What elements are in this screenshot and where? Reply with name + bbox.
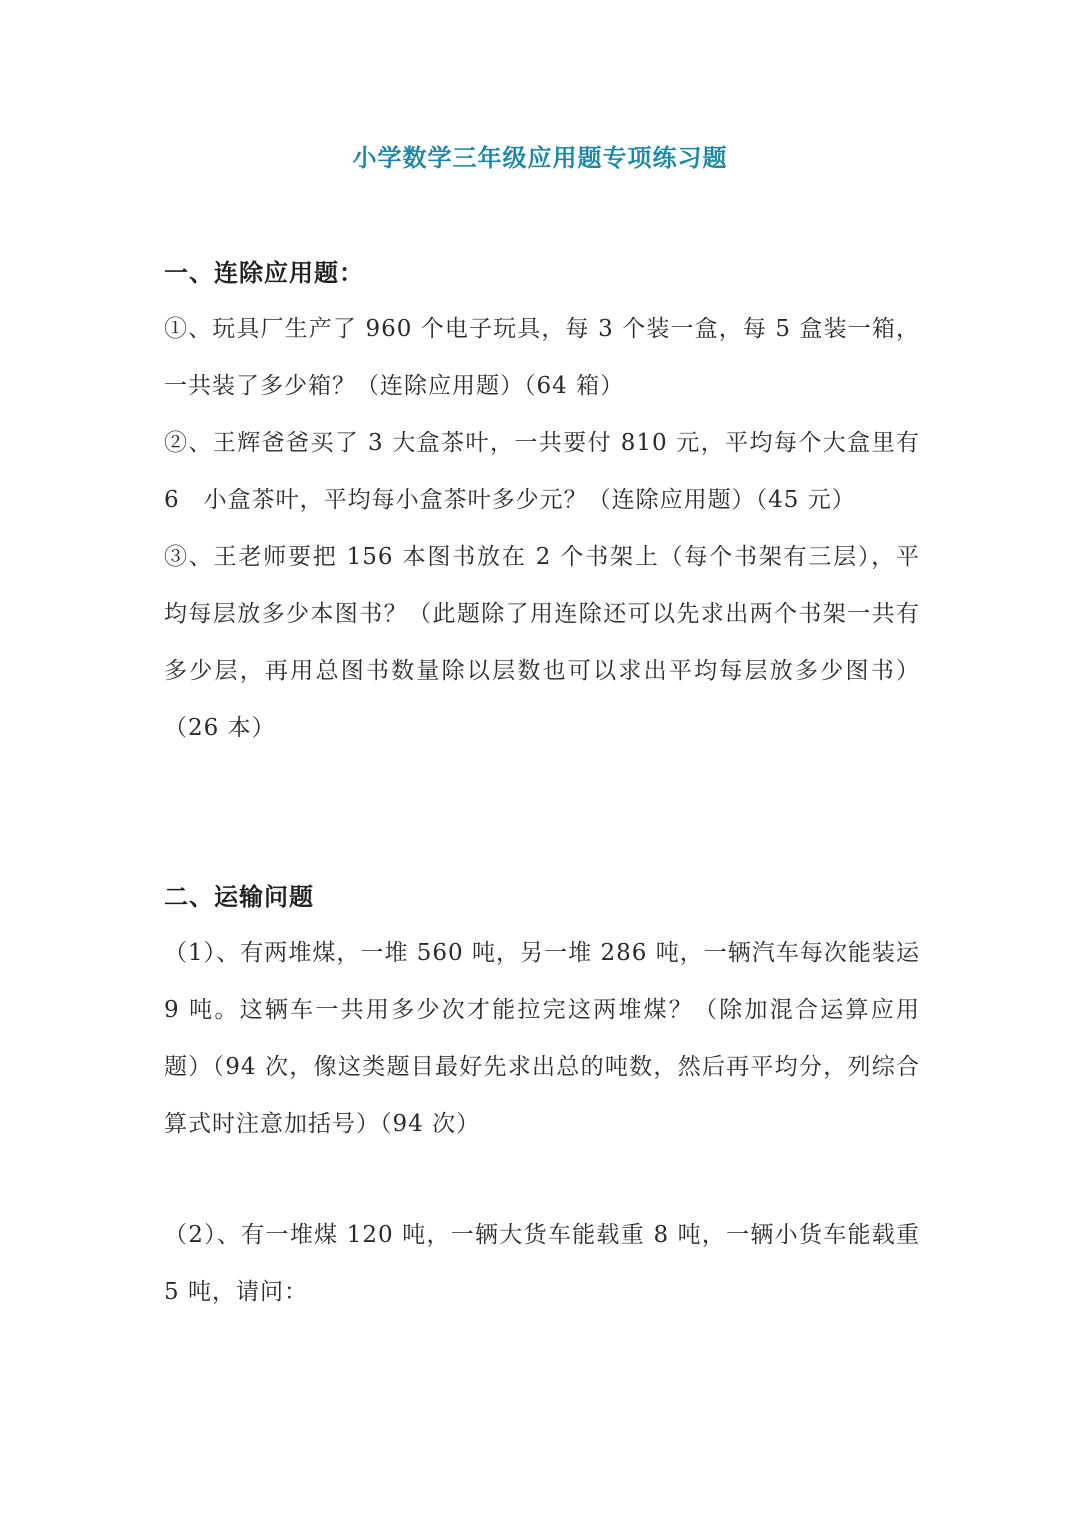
question-3: ③、王老师要把 156 本图书放在 2 个书架上（每个书架有三层），平均每层放多少本图书？（此题除了用连除还可以先求出两个书架一共有多少层，再用总图书数量除以层数也可以求出平均每层放多少图书）（26 本） [164,544,920,741]
question-1: ①、玩具厂生产了 960 个电子玩具，每 3 个装一盒，每 5 盒装一箱，一共装了多少箱？（连除应用题）（64 箱） [164,316,920,399]
section-2-continued [164,1207,920,1321]
question-2: ②、王辉爸爸买了 3 大盒茶叶，一共要付 810 元，平均每个大盒里有 6 小盒茶叶，平均每小盒茶叶多少元？（连除应用题）（45 元） [164,430,920,513]
transport-question-2: （2）、有一堆煤 120 吨，一辆大货车能载重 8 吨，一辆小货车能载重 5 吨，请问： [164,1222,920,1305]
section-heading: 二、运输问题 [164,882,314,911]
section-2 [164,868,920,1153]
section-1 [164,244,920,757]
page-title: 小学数学三年级应用题专项练习题 [352,143,728,172]
transport-question-1: （1）、有两堆煤，一堆 560 吨，另一堆 286 吨，一辆汽车每次能装运 9 吨。这辆车一共用多少次才能拉完这两堆煤？（除加混合运算应用题）（94 次，像这类题目最好先求出总的吨数，然后再平均分，列综合算式时注意加括号）（94 次） [164,940,920,1137]
section-heading: 一、连除应用题： [164,258,364,287]
